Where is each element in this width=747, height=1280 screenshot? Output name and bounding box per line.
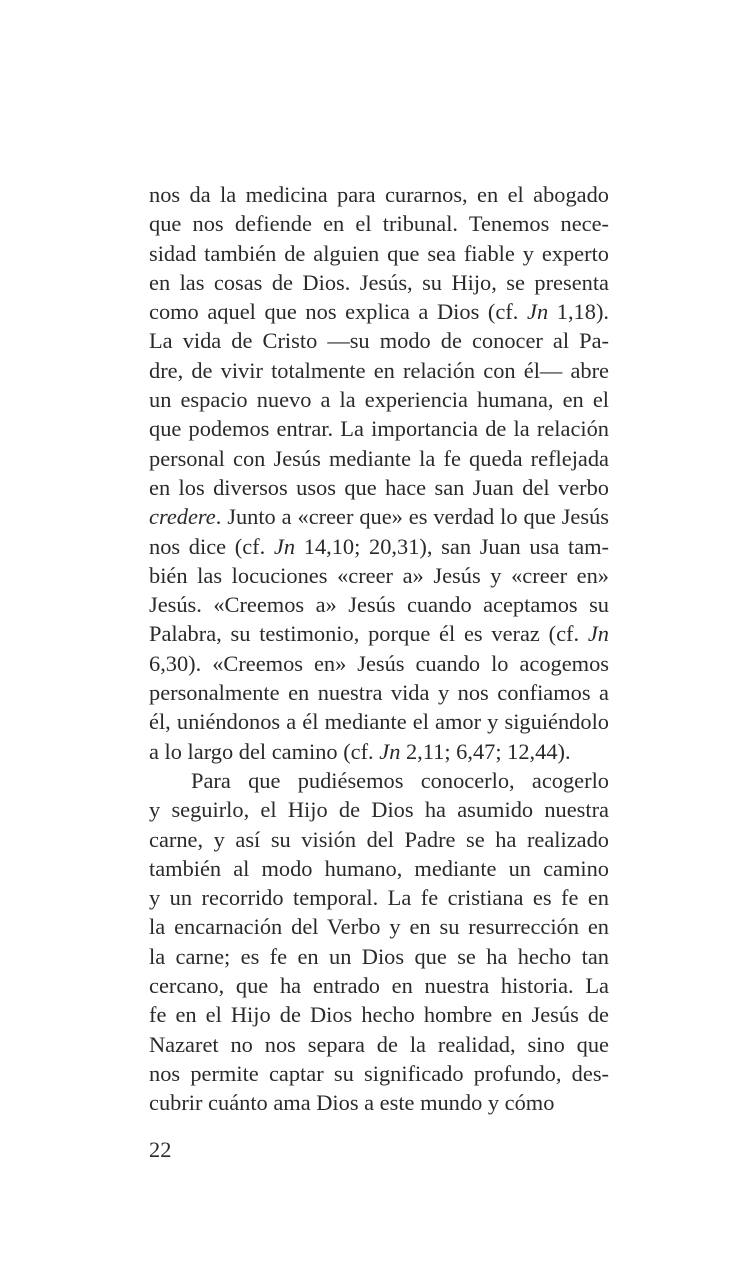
text-segment: Jesús. «Creemos a» Jesús cuando aceptamos su	[149, 592, 609, 618]
text-segment: un espacio nuevo a la experiencia humana, en el	[149, 387, 609, 413]
body-text	[149, 180, 609, 1118]
text-segment: cercano, que ha entrado en nuestra historia. La	[149, 973, 609, 999]
text-segment: Palabra, su testimonio, porque él es veraz (cf.	[149, 621, 588, 647]
italic-text: Jn	[527, 299, 549, 325]
text-line	[149, 502, 609, 531]
text-line	[149, 239, 609, 268]
paragraph	[149, 180, 609, 766]
text-segment: fe en el Hijo de Dios hecho hombre en Jesús de	[149, 1002, 609, 1028]
text-segment: la carne; es fe en un Dios que se ha hecho tan	[149, 943, 609, 969]
text-line	[149, 561, 609, 590]
text-line	[149, 326, 609, 355]
text-segment: personal con Jesús mediante la fe queda reflejada	[149, 445, 609, 471]
text-line	[149, 678, 609, 707]
text-segment: nos da la medicina para curarnos, en el abogado	[149, 182, 609, 207]
text-segment: . Junto a «creer que» es verdad lo que Jesús	[215, 504, 609, 530]
text-segment: Para que pudiésemos conocerlo, acogerlo	[191, 767, 609, 793]
text-segment: 14,10; 20,31), san Juan usa tam-	[295, 533, 610, 559]
text-line	[149, 1000, 609, 1029]
text-segment: personalmente en nuestra vida y nos confiamos a	[149, 680, 609, 706]
text-segment: que nos defiende en el tribunal. Tenemos nece-	[149, 211, 609, 237]
page-number: 22	[149, 1137, 172, 1162]
text-line	[149, 619, 609, 648]
text-line	[149, 766, 609, 795]
text-segment: y seguirlo, el Hijo de Dios ha asumido nuestra	[149, 797, 609, 823]
text-segment: 2,11; 6,47; 12,44).	[400, 738, 571, 764]
text-segment: a lo largo del camino (cf.	[149, 738, 380, 764]
text-segment: nos permite captar su significado profundo, des-	[149, 1060, 609, 1086]
text-line	[149, 883, 609, 912]
text-line	[149, 444, 609, 473]
text-segment: La vida de Cristo —su modo de conocer al Pa-	[149, 328, 609, 354]
text-line	[149, 297, 609, 326]
italic-text: Jn	[587, 621, 609, 647]
text-line	[149, 912, 609, 941]
text-line	[149, 1088, 609, 1117]
text-segment: bién las locuciones «creer a» Jesús y «creer en»	[149, 562, 609, 588]
text-line	[149, 795, 609, 824]
italic-text: Jn	[273, 533, 296, 559]
text-line	[149, 268, 609, 297]
text-line	[149, 532, 609, 561]
text-segment: Nazaret no nos separa de la realidad, sino que	[149, 1031, 609, 1057]
text-segment: carne, y así su visión del Padre se ha realizado	[149, 826, 609, 852]
text-segment: cubrir cuánto ama Dios a este mundo y cómo	[149, 1090, 555, 1116]
text-segment: nos dice (cf.	[149, 533, 274, 559]
text-line	[149, 180, 609, 209]
text-segment: en las cosas de Dios. Jesús, su Hijo, se presenta	[149, 269, 609, 295]
text-line	[149, 971, 609, 1000]
text-line	[149, 1030, 609, 1059]
text-segment: como aquel que nos explica a Dios (cf.	[149, 299, 527, 325]
text-line	[149, 590, 609, 619]
text-line	[149, 473, 609, 502]
text-segment: dre, de vivir totalmente en relación con él— abre	[149, 357, 609, 383]
text-line	[149, 942, 609, 971]
text-line	[149, 209, 609, 238]
text-segment: sidad también de alguien que sea fiable y experto	[149, 240, 609, 266]
text-line	[149, 854, 609, 883]
text-segment: 6,30). «Creemos en» Jesús cuando lo acogemos	[149, 650, 609, 676]
text-segment: y un recorrido temporal. La fe cristiana es fe en	[149, 885, 609, 911]
text-line	[149, 414, 609, 443]
text-line	[149, 385, 609, 414]
text-line	[149, 825, 609, 854]
text-segment: 1,18).	[548, 299, 610, 325]
text-segment: también al modo humano, mediante un camino	[149, 855, 609, 881]
italic-text: credere	[149, 504, 216, 530]
text-line	[149, 737, 609, 766]
paragraph	[149, 766, 609, 1118]
text-segment: la encarnación del Verbo y en su resurrección en	[149, 914, 609, 940]
text-line	[149, 707, 609, 736]
text-segment: que podemos entrar. La importancia de la relación	[149, 416, 609, 442]
text-segment: en los diversos usos que hace san Juan del verbo	[149, 474, 609, 500]
italic-text: Jn	[379, 738, 401, 764]
text-line	[149, 356, 609, 385]
text-line	[149, 1059, 609, 1088]
text-segment: él, uniéndonos a él mediante el amor y siguiéndolo	[149, 709, 609, 735]
text-line	[149, 649, 609, 678]
